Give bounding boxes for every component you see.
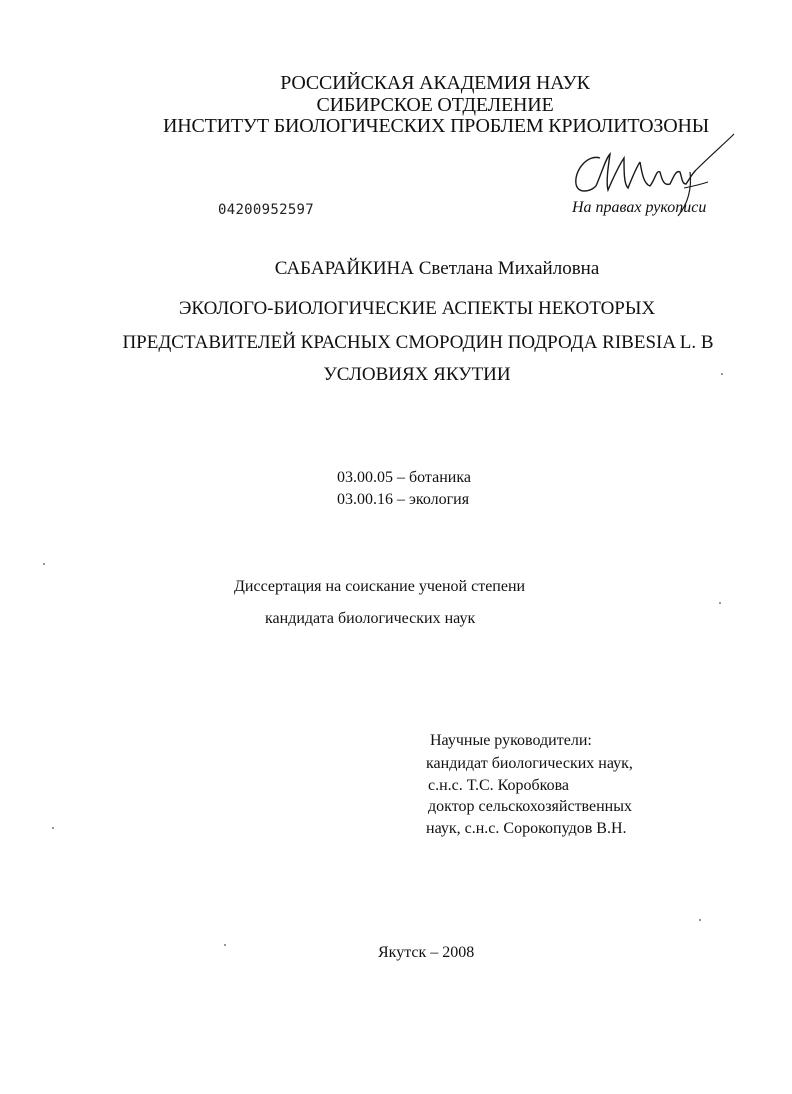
document-number: 04200952597 bbox=[218, 202, 315, 218]
supervisor-line: кандидат биологических наук, bbox=[426, 755, 633, 772]
supervisors-heading: Научные руководители: bbox=[430, 732, 592, 749]
header-branch: СИБИРСКОЕ ОТДЕЛЕНИЕ bbox=[316, 94, 554, 116]
degree-line: кандидата биологических наук bbox=[265, 610, 476, 627]
thesis-title-line: УСЛОВИЯХ ЯКУТИИ bbox=[323, 364, 511, 385]
scan-speck bbox=[721, 373, 723, 375]
author-surname: САБАРАЙКИНА bbox=[274, 258, 414, 279]
supervisor-line: с.н.с. Т.С. Коробкова bbox=[428, 777, 570, 794]
scan-speck bbox=[224, 944, 226, 946]
scan-speck bbox=[43, 563, 45, 565]
author-given-names: Светлана Михайловна bbox=[418, 258, 600, 279]
scan-speck bbox=[719, 602, 721, 604]
specialty-botany: 03.00.05 – ботаника bbox=[337, 469, 471, 486]
scan-speck bbox=[699, 919, 701, 921]
header-institute: ИНСТИТУТ БИОЛОГИЧЕСКИХ ПРОБЛЕМ КРИОЛИТОЗОНЫ bbox=[163, 115, 709, 137]
specialty-ecology: 03.00.16 – экология bbox=[337, 491, 470, 508]
supervisor-line: наук, с.н.с. Сорокопудов В.Н. bbox=[426, 820, 627, 837]
thesis-title-line: ПРЕДСТАВИТЕЛЕЙ КРАСНЫХ СМОРОДИН ПОДРОДА RIBESIA L. В bbox=[122, 332, 714, 353]
author-name bbox=[0, 258, 792, 280]
thesis-title-line: ЭКОЛОГО-БИОЛОГИЧЕСКИЕ АСПЕКТЫ НЕКОТОРЫХ bbox=[178, 298, 656, 319]
degree-line: Диссертация на соискание ученой степени bbox=[234, 578, 526, 595]
header-academy: РОССИЙСКАЯ АКАДЕМИЯ НАУК bbox=[280, 72, 590, 94]
supervisor-line: доктор сельскохозяйственных bbox=[428, 798, 632, 815]
rights-note: На правах рукописи bbox=[572, 199, 707, 216]
scan-speck bbox=[52, 827, 54, 829]
place-and-year: Якутск – 2008 bbox=[378, 944, 475, 961]
